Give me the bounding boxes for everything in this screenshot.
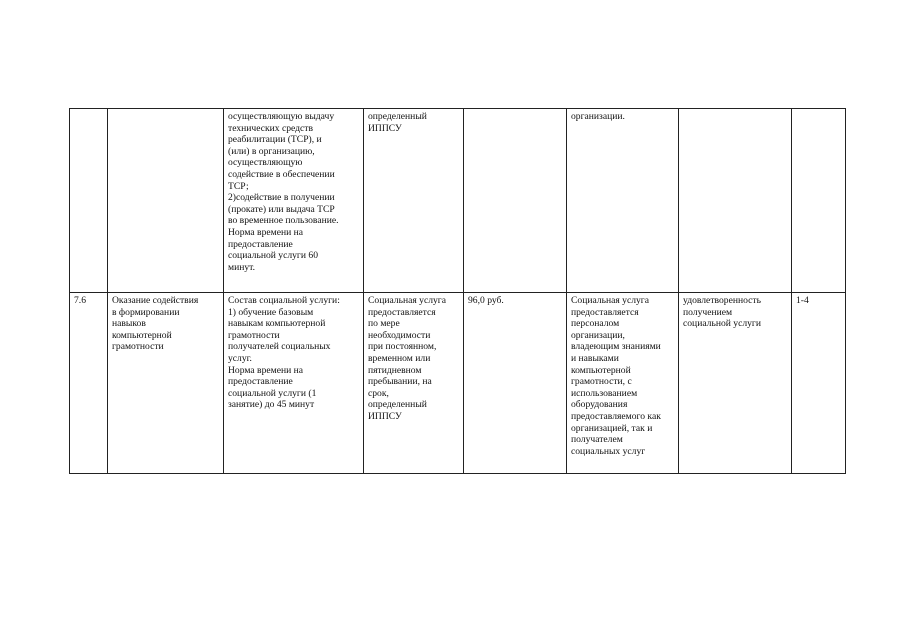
cell-conditions: Социальная услуга предоставляется персоналом организации, владеющим знаниями и навыками компьютерной грамотности, с использованием оборудования предоставляемого как организацией, так и получателем социальных услуг bbox=[567, 293, 679, 474]
cell-service-name: Оказание содействия в формировании навыков компьютерной грамотности bbox=[108, 293, 224, 474]
cell-number bbox=[70, 109, 108, 293]
cell-content: осуществляющую выдачу технических средств реабилитации (ТСР), и (или) в организацию, осуществляющую содействие в обеспечении ТСР; 2)содействие в получении (прокате) или выдача ТСР во временное пользование. Норма времени на предоставление социальной услуги 60 минут. bbox=[224, 109, 364, 293]
table-row bbox=[70, 293, 846, 474]
cell-tariff: 96,0 руб. bbox=[464, 293, 567, 474]
cell-content: Состав социальной услуги: 1) обучение базовым навыкам компьютерной грамотности получателей социальных услуг. Норма времени на предоставление социальной услуги (1 занятие) до 45 минут bbox=[224, 293, 364, 474]
cell-tariff bbox=[464, 109, 567, 293]
cell-conditions: организации. bbox=[567, 109, 679, 293]
cell-terms: Социальная услуга предоставляется по мере необходимости при постоянном, временном или пятидневном пребывании, на срок, определенный ИППСУ bbox=[364, 293, 464, 474]
cell-terms: определенный ИППСУ bbox=[364, 109, 464, 293]
cell-service-name bbox=[108, 109, 224, 293]
cell-indicators: удовлетворенность получением социальной услуги bbox=[679, 293, 792, 474]
cell-evaluation: 1-4 bbox=[792, 293, 846, 474]
table-row bbox=[70, 109, 846, 293]
cell-indicators bbox=[679, 109, 792, 293]
cell-number: 7.6 bbox=[70, 293, 108, 474]
services-table bbox=[69, 108, 846, 474]
cell-evaluation bbox=[792, 109, 846, 293]
